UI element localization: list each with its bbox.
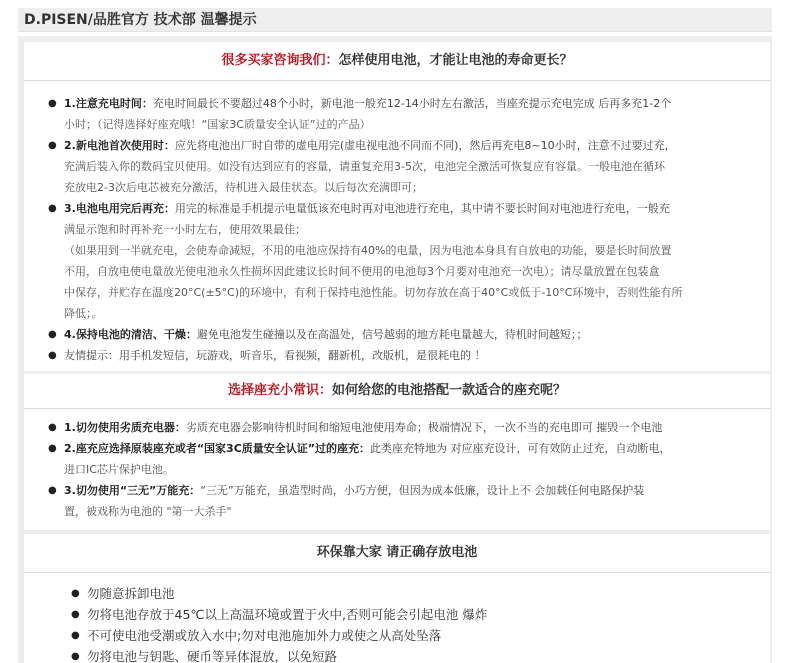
section-title: [24, 374, 770, 408]
list-item: [48, 135, 754, 198]
item-text: 此类座充特地为 对应座充设计，可有效防止过充，自动断电，: [370, 442, 671, 455]
item-text: 不可使电池受潮或放入水中;勿对电池施加外力或使之从高处坠落: [87, 628, 442, 643]
divider: [24, 572, 770, 573]
item-continuation: 进口IC芯片保护电池。: [64, 463, 174, 476]
item-continuation: 充满后装入你的数码宝贝使用。如没有达到应有的容量，请重复充用3-5次，电池完全激活可恢复应有容量。一般电池在循环: [64, 160, 665, 173]
list-item: [71, 625, 747, 646]
item-heading: 1.切勿使用劣质充电器：: [64, 421, 186, 434]
section-storage: [24, 534, 770, 663]
section-charger-tips: [24, 374, 770, 530]
item-heading: 2.座充应选择原装座充或者“国家3C质量安全认证”过的座充：: [64, 442, 371, 455]
list-item: [48, 324, 754, 345]
list-item: [48, 93, 754, 135]
bullet-icon: ●: [71, 651, 80, 662]
item-continuation: 降低；。: [64, 307, 103, 320]
item-heading: 3.切勿使用“三无”万能充：: [64, 484, 201, 497]
list-item: [71, 604, 747, 625]
item-text: 勿随意拆卸电池: [87, 586, 175, 601]
charger-list: [48, 417, 754, 522]
item-continuation: 满显示饱和时再补充一小时左右，使用效果最佳；: [64, 223, 306, 236]
item-continuation: （如果用到一半就充电，会使寿命减短，不用的电池应保持有40%的电量，因为电池本身具有自放电的功能，要是长时间放置: [64, 244, 672, 257]
item-text: 勿将电池存放于45℃以上高温环境或置于火中,否则可能会引起电池 爆炸: [87, 607, 488, 622]
item-text: 避免电池发生碰撞以及在高温处，信号越弱的地方耗电量越大，待机时间越短；；: [196, 328, 588, 341]
item-continuation: 不用，自放电使电量放光使电池永久性损坏因此建议长时间不使用的电池每3个月要对电池充一次电）；请尽量放置在包装盒: [64, 265, 660, 278]
item-heading: 3.电池电用完后再充：: [64, 202, 175, 215]
item-heading: 2.新电池首次使用时：: [64, 139, 175, 152]
item-text: “三无”万能充，虽造型时尚，小巧方便，但因为成本低廉，设计上不 会加载任何电路保护装: [200, 484, 645, 497]
section-title: [24, 536, 770, 570]
bullet-icon: ●: [48, 140, 57, 151]
item-text: 友情提示：用手机发短信，玩游戏，听音乐，看视频，翻新机，改版机，是很耗电的 ！: [64, 349, 486, 362]
bullet-icon: ●: [71, 630, 80, 641]
bullet-icon: ●: [71, 588, 80, 599]
list-item: [71, 583, 747, 604]
bullet-icon: ●: [48, 350, 57, 361]
bullet-icon: ●: [48, 203, 57, 214]
item-text: 充电时间最长不要超过48个小时，新电池一般充12-14小时左右激活，当座充提示充电完成 后再多充1-2个: [152, 97, 672, 110]
item-text: 勿将电池与钥匙、硬币等异体混放，以免短路: [87, 649, 338, 663]
item-continuation: 置，被戏称为电池的 "第一大杀手": [64, 505, 232, 518]
section-title-question: 如何给您的电池搭配一款适合的座充呢？: [332, 383, 567, 398]
item-continuation: 充放电2-3次后电芯被充分激活，待机进入最佳状态。以后每次充满即可；: [64, 181, 423, 194]
item-text: 用完的标准是手机提示电量低该充电时再对电池进行充电，其中请不要长时间对电池进行充电，一般充: [174, 202, 670, 215]
section-title-highlight: 很多买家咨询我们：: [221, 53, 339, 68]
section-title: [24, 44, 770, 78]
divider: [24, 408, 770, 409]
tips-list: [48, 93, 754, 366]
list-item: [71, 646, 747, 663]
list-item: [48, 480, 754, 522]
list-item: [48, 417, 754, 438]
section-battery-usage: [24, 42, 770, 371]
item-heading: 4.保持电池的清洁、干燥：: [64, 328, 197, 341]
list-item: [48, 198, 754, 324]
bullet-icon: ●: [48, 98, 57, 109]
item-heading: 1.注意充电时间：: [64, 97, 153, 110]
section-title-highlight: 选择座充小常识：: [227, 383, 332, 398]
divider: [24, 80, 770, 81]
bullet-icon: ●: [71, 609, 80, 620]
item-continuation: 小时；（记得选择好座充哦！“国家3C质量安全认证”过的产品）: [64, 118, 371, 131]
storage-list: [71, 583, 747, 663]
bullet-icon: ●: [48, 443, 57, 454]
page-header-title: D.PISEN/品胜官方 技术部 温馨提示: [18, 8, 772, 32]
bullet-icon: ●: [48, 485, 57, 496]
item-text: 应先将电池出厂时自带的虚电用完(虚电视电池不同而不同)，然后再充电8~10小时，注意不过要过充，: [174, 139, 676, 152]
list-item: [48, 345, 754, 366]
list-item: [48, 438, 754, 480]
item-continuation: 中保存，并贮存在温度20°C(±5°C)的环境中，有利于保持电池性能。切勿存放在高于40°C或低于-10°C环境中，否则性能有所: [64, 286, 683, 299]
section-title-text: 环保靠大家 请正确存放电池: [316, 545, 478, 560]
section-title-question: 怎样使用电池，才能让电池的寿命更长？: [338, 53, 573, 68]
bullet-icon: ●: [48, 422, 57, 433]
item-text: 劣质充电器会影响待机时间和缩短电池使用寿命；极端情况下，一次不当的充电即可 摧毁一个电池: [185, 421, 663, 434]
bullet-icon: ●: [48, 329, 57, 340]
